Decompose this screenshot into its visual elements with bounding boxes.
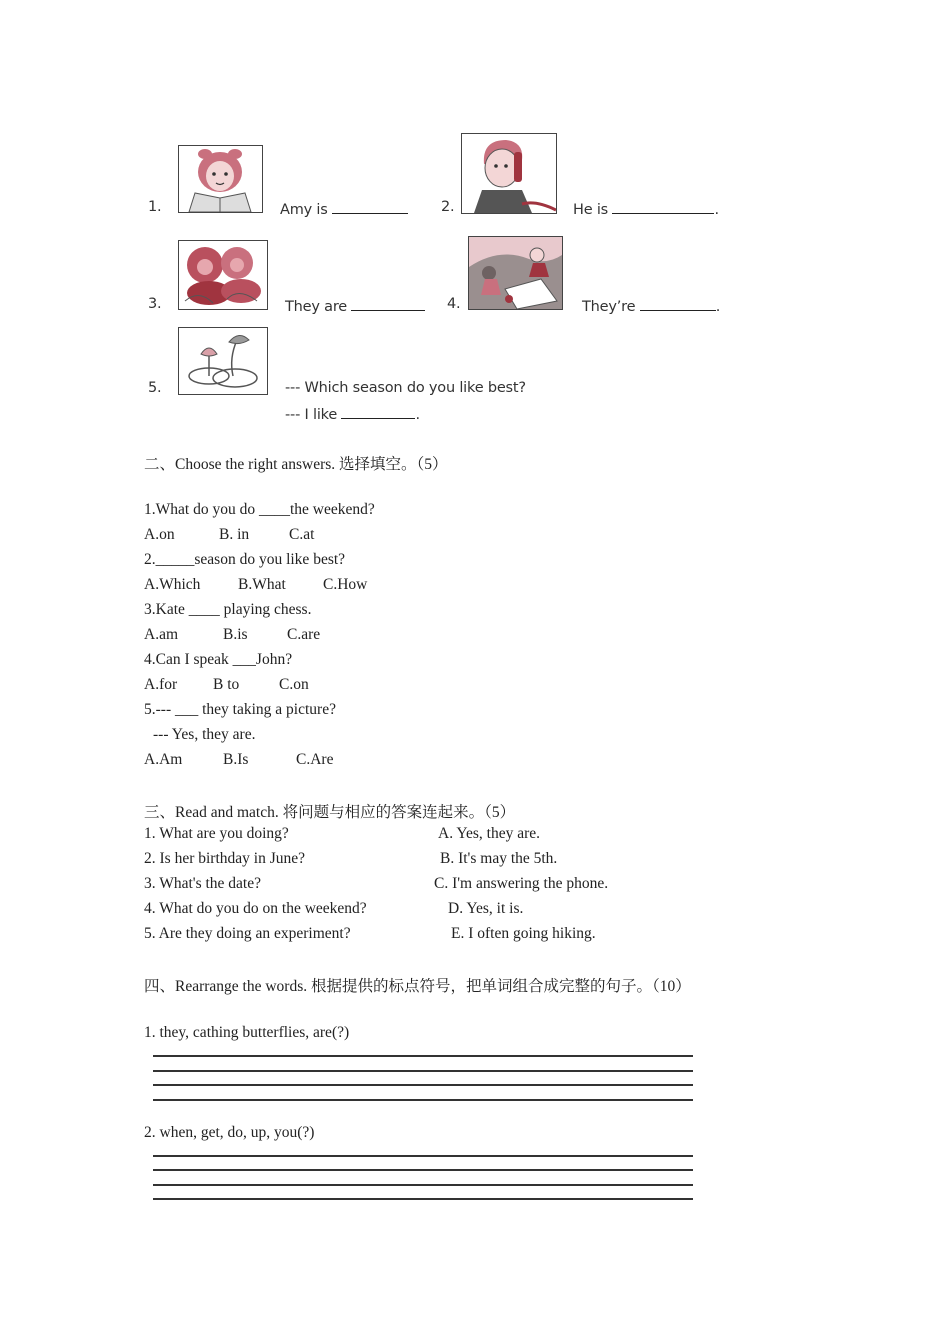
- lotus-icon: [178, 327, 268, 395]
- p2-q5: 5.--- ___ they taking a picture?: [144, 701, 336, 718]
- writing-line[interactable]: [153, 1084, 693, 1086]
- q1-prompt: Amy is: [280, 199, 408, 218]
- p2-q1: 1.What do you do ____the weekend?: [144, 501, 375, 518]
- writing-line[interactable]: [153, 1169, 693, 1171]
- q5-number: 5.: [148, 380, 162, 396]
- q2-prompt: He is .: [573, 199, 719, 218]
- answer-blank-5[interactable]: [341, 404, 415, 419]
- answer-blank-2[interactable]: [612, 199, 714, 214]
- q4-prompt: They’re .: [582, 296, 720, 315]
- q2-number: 2.: [441, 199, 455, 215]
- q3-prompt: They are: [285, 296, 425, 315]
- q1-number: 1.: [148, 199, 162, 215]
- p2-q2-option-a[interactable]: A.Which: [144, 576, 201, 593]
- answer-blank-1[interactable]: [332, 199, 408, 214]
- writing-line[interactable]: [153, 1070, 693, 1072]
- p2-q4-option-b[interactable]: B to: [213, 676, 240, 693]
- writing-line[interactable]: [153, 1184, 693, 1186]
- match-left-1[interactable]: 1. What are you doing?: [144, 825, 289, 842]
- picnic-icon: [468, 236, 563, 310]
- writing-line[interactable]: [153, 1055, 693, 1057]
- writing-line[interactable]: [153, 1099, 693, 1101]
- rearrange-item-2: 2. when, get, do, up, you(?): [144, 1124, 315, 1141]
- match-left-5[interactable]: 5. Are they doing an experiment?: [144, 925, 351, 942]
- q5-question: --- Which season do you like best?: [285, 380, 526, 396]
- answer-blank-3[interactable]: [351, 296, 425, 311]
- q4-number: 4.: [447, 296, 461, 312]
- match-right-e[interactable]: E. I often going hiking.: [451, 925, 596, 942]
- part2-heading: 二、Choose the right answers. 选择填空。（5）: [144, 456, 448, 473]
- lions-icon: [178, 240, 268, 310]
- p2-q4: 4.Can I speak ___John?: [144, 651, 293, 668]
- p2-q4-option-c[interactable]: C.on: [279, 676, 309, 693]
- girl-reading-icon: [178, 145, 263, 213]
- match-left-2[interactable]: 2. Is her birthday in June?: [144, 850, 305, 867]
- match-right-d[interactable]: D. Yes, it is.: [448, 900, 524, 917]
- p2-q5-option-a[interactable]: A.Am: [144, 751, 183, 768]
- p2-q3-option-c[interactable]: C.are: [287, 626, 321, 643]
- writing-line[interactable]: [153, 1155, 693, 1157]
- q3-number: 3.: [148, 296, 162, 312]
- writing-line[interactable]: [153, 1198, 693, 1200]
- q5-answer: --- I like .: [285, 404, 420, 423]
- match-right-a[interactable]: A. Yes, they are.: [438, 825, 541, 842]
- p2-q1-option-c[interactable]: C.at: [289, 526, 315, 543]
- p2-q5-option-c[interactable]: C.Are: [296, 751, 334, 768]
- boy-on-phone-icon: [461, 133, 557, 214]
- match-right-b[interactable]: B. It's may the 5th.: [440, 850, 558, 867]
- p2-q1-option-b[interactable]: B. in: [219, 526, 250, 543]
- p2-q2: 2._____season do you like best?: [144, 551, 346, 568]
- answer-blank-4[interactable]: [640, 296, 716, 311]
- p2-q3: 3.Kate ____ playing chess.: [144, 601, 312, 618]
- p2-q5-line2: --- Yes, they are.: [153, 726, 256, 743]
- p2-q5-option-b[interactable]: B.Is: [223, 751, 249, 768]
- p2-q2-option-b[interactable]: B.What: [238, 576, 286, 593]
- p2-q3-option-b[interactable]: B.is: [223, 626, 248, 643]
- match-right-c[interactable]: C. I'm answering the phone.: [434, 875, 609, 892]
- match-left-4[interactable]: 4. What do you do on the weekend?: [144, 900, 367, 917]
- match-left-3[interactable]: 3. What's the date?: [144, 875, 261, 892]
- p2-q4-option-a[interactable]: A.for: [144, 676, 178, 693]
- p2-q1-option-a[interactable]: A.on: [144, 526, 175, 543]
- part3-heading: 三、Read and match. 将问题与相应的答案连起来。（5）: [144, 804, 516, 821]
- p2-q3-option-a[interactable]: A.am: [144, 626, 179, 643]
- part4-heading: 四、Rearrange the words. 根据提供的标点符号，把单词组合成完整的句子。（10）: [144, 978, 691, 995]
- p2-q2-option-c[interactable]: C.How: [323, 576, 368, 593]
- rearrange-item-1: 1. they, cathing butterflies, are(?): [144, 1024, 350, 1041]
